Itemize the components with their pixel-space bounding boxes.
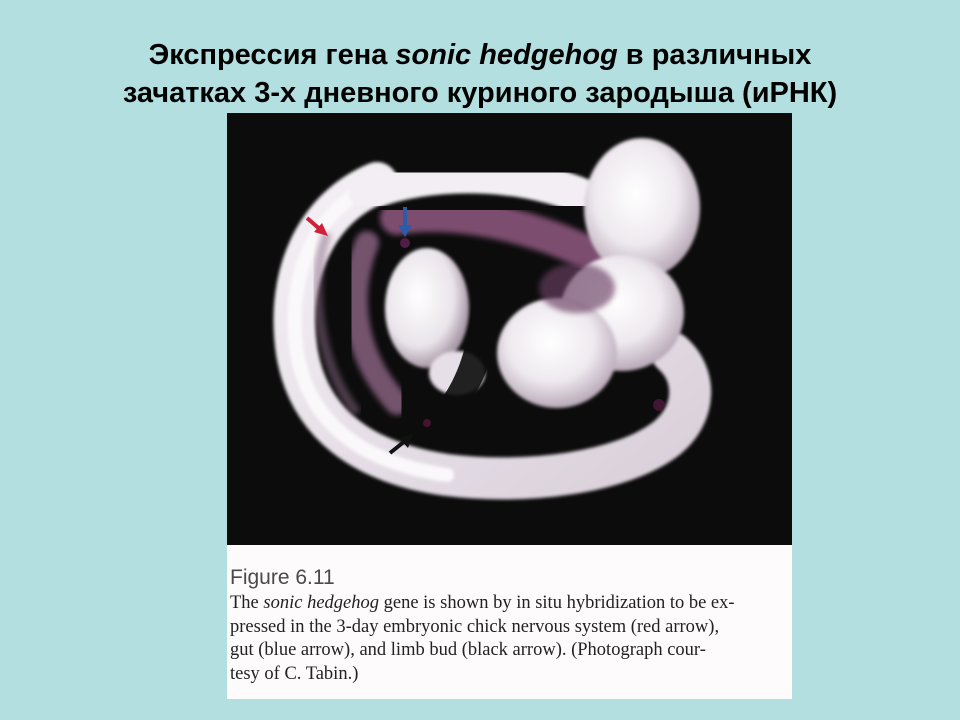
caption-line: pressed in the 3-day embryonic chick nervous system (red arrow),	[230, 616, 720, 637]
embryo-head	[584, 138, 700, 278]
caption-text: gene is shown by in situ hybridization to be ex-	[379, 593, 735, 613]
title-line-1	[0, 36, 960, 74]
caption-text: The	[230, 593, 264, 613]
heart-region	[497, 298, 617, 408]
caption-line: tesy of C. Tabin.)	[230, 663, 359, 684]
embryo-photo	[227, 113, 792, 545]
title-text: в различных	[617, 39, 812, 71]
figure-panel	[227, 113, 792, 699]
title-line-2: зачатках 3-х дневного куриного зародыша (иРНК)	[122, 77, 838, 109]
caption-line: gut (blue arrow), and limb bud (black arrow). (Photograph cour-	[230, 640, 706, 660]
limb-bud	[385, 248, 469, 368]
slide-title	[0, 36, 960, 112]
caption-line	[230, 592, 790, 616]
figure-caption	[230, 565, 790, 686]
title-text: Экспрессия гена	[148, 39, 396, 71]
caption-gene-name: sonic hedgehog	[263, 593, 379, 613]
figure-heading: Figure 6.11	[230, 566, 335, 589]
title-gene-name: sonic hedgehog	[395, 39, 618, 71]
